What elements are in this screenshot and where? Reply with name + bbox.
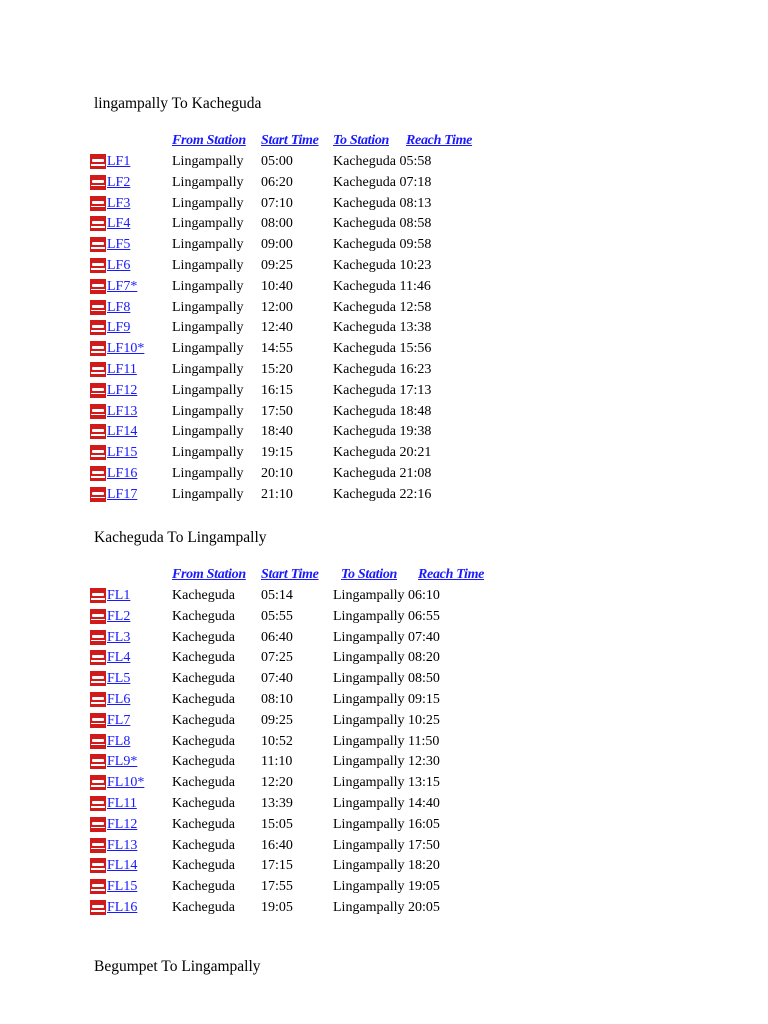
train-link[interactable]: LF17 [107,486,138,502]
train-link[interactable]: FL14 [107,858,138,874]
train-link[interactable]: LF14 [107,424,138,440]
from-station: Lingampally [172,403,244,419]
table-row [89,650,509,671]
table-row [89,609,509,630]
to-station-reach-time: Lingampally 12:30 [333,754,440,770]
start-time: 21:10 [261,486,293,502]
start-time: 12:00 [261,299,293,315]
start-time: 10:52 [261,733,293,749]
train-icon[interactable] [90,383,106,398]
from-station: Kacheguda [172,796,235,811]
train-icon[interactable] [90,424,106,439]
train-icon[interactable] [90,300,106,315]
from-station: Lingampally [172,174,244,190]
from-station: Lingampally [172,466,244,481]
from-station: Kacheguda [172,816,235,832]
from-station: Lingampally [172,154,244,169]
train-icon[interactable] [90,650,106,665]
train-icon[interactable] [90,671,106,686]
to-station-reach-time: Kacheguda 11:46 [333,278,431,294]
from-station: Lingampally [172,445,244,461]
train-link[interactable]: FL4 [107,650,131,666]
start-time: 12:20 [261,775,293,791]
to-station-reach-time: Kacheguda 20:21 [333,445,432,461]
table-row [89,383,509,404]
table-row [89,300,509,321]
train-link[interactable]: LF2 [107,174,131,190]
train-icon[interactable] [90,713,106,728]
train-icon[interactable] [90,362,106,377]
start-time: 16:40 [261,837,293,853]
from-station: Lingampally [172,382,244,398]
start-time: 20:10 [261,466,293,481]
to-station-reach-time: Kacheguda 22:16 [333,486,432,502]
table-row [89,588,509,609]
table-row [89,445,509,466]
train-link[interactable]: FL8 [107,733,131,749]
train-link[interactable]: LF7* [107,278,138,294]
start-time: 08:10 [261,692,293,707]
from-station: Kacheguda [172,754,235,770]
to-station-reach-time: Lingampally 07:40 [333,629,440,645]
start-time: 12:40 [261,320,293,336]
train-link[interactable]: LF15 [107,445,138,461]
train-icon[interactable] [90,817,106,832]
train-link[interactable]: LF9 [107,320,131,336]
start-time: 19:15 [261,445,293,461]
from-station: Kacheguda [172,629,235,645]
train-link[interactable]: FL15 [107,879,138,895]
train-icon[interactable] [90,692,106,707]
to-station-reach-time: Kacheguda 17:13 [333,382,432,398]
to-station-reach-time: Kacheguda 05:58 [333,154,432,169]
train-icon[interactable] [90,588,106,603]
to-station-reach-time: Kacheguda 07:18 [333,174,432,190]
section-title-lingampally-kacheguda: lingampally To Kacheguda [94,95,262,112]
column-header-to-station[interactable]: To Station [333,133,390,148]
train-link[interactable]: FL10* [107,775,145,791]
start-time: 17:15 [261,858,293,874]
from-station: Lingampally [172,258,244,273]
start-time: 17:50 [261,403,293,419]
from-station: Kacheguda [172,671,235,687]
from-station: Lingampally [172,486,244,502]
table-row [89,196,509,217]
train-icon[interactable] [90,754,106,769]
table-row [89,754,509,775]
to-station-reach-time: Kacheguda 21:08 [333,466,432,481]
table-row [89,258,509,279]
train-icon[interactable] [90,258,106,273]
from-station: Lingampally [172,278,244,294]
train-link[interactable]: FL16 [107,900,138,915]
to-station-reach-time: Lingampally 14:40 [333,796,440,811]
table-row [89,879,509,900]
train-link[interactable]: LF8 [107,299,131,315]
from-station: Kacheguda [172,775,235,791]
from-station: Lingampally [172,320,244,336]
train-icon[interactable] [90,445,106,460]
table-row [89,424,509,445]
to-station-reach-time: Kacheguda 15:56 [333,341,432,357]
train-link[interactable]: LF4 [107,216,131,232]
train-icon[interactable] [90,838,106,853]
train-icon[interactable] [90,775,106,790]
table-row [89,341,509,362]
train-link[interactable]: LF1 [107,154,131,169]
train-link[interactable]: LF10* [107,341,145,357]
to-station-reach-time: Kacheguda 16:23 [333,362,432,377]
train-link[interactable]: FL5 [107,671,131,687]
to-station-reach-time: Lingampally 08:20 [333,650,440,666]
to-station-reach-time: Lingampally 10:25 [333,712,440,728]
start-time: 18:40 [261,424,293,440]
train-link[interactable]: LF12 [107,382,138,398]
to-station-reach-time: Lingampally 09:15 [333,692,440,707]
table-row [89,466,509,487]
table-row [89,216,509,237]
table-row [89,817,509,838]
start-time: 07:40 [261,671,293,687]
table-row [89,838,509,859]
table-row [89,404,509,425]
train-icon[interactable] [90,466,106,481]
start-time: 06:40 [261,629,293,645]
train-link[interactable]: LF3 [107,195,131,211]
start-time: 05:00 [261,154,293,169]
train-link[interactable]: FL2 [107,608,131,624]
train-link[interactable]: FL9* [107,754,138,770]
to-station-reach-time: Lingampally 11:50 [333,733,440,749]
from-station: Kacheguda [172,879,235,895]
start-time: 10:40 [261,278,293,294]
train-link[interactable]: FL3 [107,629,131,645]
table-row [89,900,509,921]
from-station: Lingampally [172,299,244,315]
start-time: 06:20 [261,174,293,190]
from-station: Lingampally [172,216,244,232]
from-station: Kacheguda [172,733,235,749]
table-row [89,692,509,713]
train-link[interactable]: FL6 [107,692,131,707]
column-header-reach-time[interactable]: Reach Time [406,133,473,148]
to-station-reach-time: Kacheguda 18:48 [333,403,432,419]
table-row [89,279,509,300]
to-station-reach-time: Kacheguda 08:13 [333,195,432,211]
train-icon[interactable] [90,734,106,749]
table-row [89,775,509,796]
from-station: Kacheguda [172,900,235,915]
table-row [89,320,509,341]
to-station-reach-time: Lingampally 06:10 [333,588,440,603]
to-station-reach-time: Lingampally 19:05 [333,879,440,895]
from-station: Lingampally [172,424,244,440]
start-time: 05:55 [261,608,293,624]
section-title-kacheguda-lingampally: Kacheguda To Lingampally [94,529,267,546]
train-link[interactable]: FL11 [107,796,137,811]
train-link[interactable]: FL13 [107,837,138,853]
column-header-from-station[interactable]: From Station [172,567,246,582]
to-station-reach-time: Kacheguda 08:58 [333,216,432,232]
column-header-start-time[interactable]: Start Time [261,133,319,148]
from-station: Kacheguda [172,588,235,603]
to-station-reach-time: Kacheguda 19:38 [333,424,432,440]
from-station: Kacheguda [172,608,235,624]
train-link[interactable]: LF5 [107,237,131,253]
start-time: 15:20 [261,362,293,377]
start-time: 13:39 [261,796,293,811]
from-station: Lingampally [172,341,244,357]
table-row [89,858,509,879]
table-row [89,237,509,258]
column-header-reach-time[interactable]: Reach Time [418,567,485,582]
train-icon[interactable] [90,630,106,645]
column-header-from-station[interactable]: From Station [172,133,246,148]
to-station-reach-time: Lingampally 08:50 [333,671,440,687]
train-icon[interactable] [90,487,106,502]
from-station: Lingampally [172,362,244,377]
train-link[interactable]: FL7 [107,712,131,728]
start-time: 17:55 [261,879,293,895]
train-link[interactable]: LF16 [107,466,138,481]
column-header-start-time[interactable]: Start Time [261,567,319,582]
to-station-reach-time: Kacheguda 09:58 [333,237,432,253]
table-row [89,713,509,734]
column-header-to-station[interactable]: To Station [341,567,398,582]
train-icon[interactable] [90,196,106,211]
start-time: 14:55 [261,341,293,357]
start-time: 11:10 [261,754,293,770]
table-row [89,487,509,508]
train-link[interactable]: LF13 [107,403,138,419]
start-time: 09:25 [261,712,293,728]
train-icon[interactable] [90,237,106,252]
start-time: 08:00 [261,216,293,232]
from-station: Kacheguda [172,692,235,707]
train-icon[interactable] [90,279,106,294]
to-station-reach-time: Lingampally 17:50 [333,837,440,853]
from-station: Kacheguda [172,650,235,666]
start-time: 09:25 [261,258,293,273]
table-row [89,671,509,692]
table-row [89,362,509,383]
to-station-reach-time: Lingampally 18:20 [333,858,440,874]
train-icon[interactable] [90,154,106,169]
to-station-reach-time: Kacheguda 13:38 [333,320,432,336]
start-time: 16:15 [261,382,293,398]
from-station: Kacheguda [172,837,235,853]
train-link[interactable]: FL12 [107,816,138,832]
start-time: 19:05 [261,900,293,915]
train-link[interactable]: FL1 [107,588,131,603]
table-row [89,734,509,755]
table-row [89,796,509,817]
table-row [89,175,509,196]
train-icon[interactable] [90,320,106,335]
train-icon[interactable] [90,900,106,915]
train-icon[interactable] [90,175,106,190]
train-icon[interactable] [90,609,106,624]
from-station: Lingampally [172,237,244,253]
to-station-reach-time: Lingampally 13:15 [333,775,440,791]
to-station-reach-time: Kacheguda 10:23 [333,258,432,273]
start-time: 09:00 [261,237,293,253]
from-station: Kacheguda [172,858,235,874]
start-time: 07:10 [261,195,293,211]
start-time: 07:25 [261,650,293,666]
start-time: 15:05 [261,816,293,832]
table-row [89,630,509,651]
train-icon[interactable] [90,858,106,873]
train-link[interactable]: LF6 [107,258,131,273]
train-icon[interactable] [90,879,106,894]
start-time: 05:14 [261,588,293,603]
train-icon[interactable] [90,216,106,231]
train-icon[interactable] [90,796,106,811]
train-icon[interactable] [90,404,106,419]
to-station-reach-time: Lingampally 06:55 [333,608,440,624]
from-station: Lingampally [172,195,244,211]
table-row [89,154,509,175]
to-station-reach-time: Lingampally 20:05 [333,900,440,915]
train-icon[interactable] [90,341,106,356]
train-link[interactable]: LF11 [107,362,137,377]
from-station: Kacheguda [172,712,235,728]
to-station-reach-time: Kacheguda 12:58 [333,299,432,315]
to-station-reach-time: Lingampally 16:05 [333,816,440,832]
section-title-begumpet-lingampally: Begumpet To Lingampally [94,958,261,975]
